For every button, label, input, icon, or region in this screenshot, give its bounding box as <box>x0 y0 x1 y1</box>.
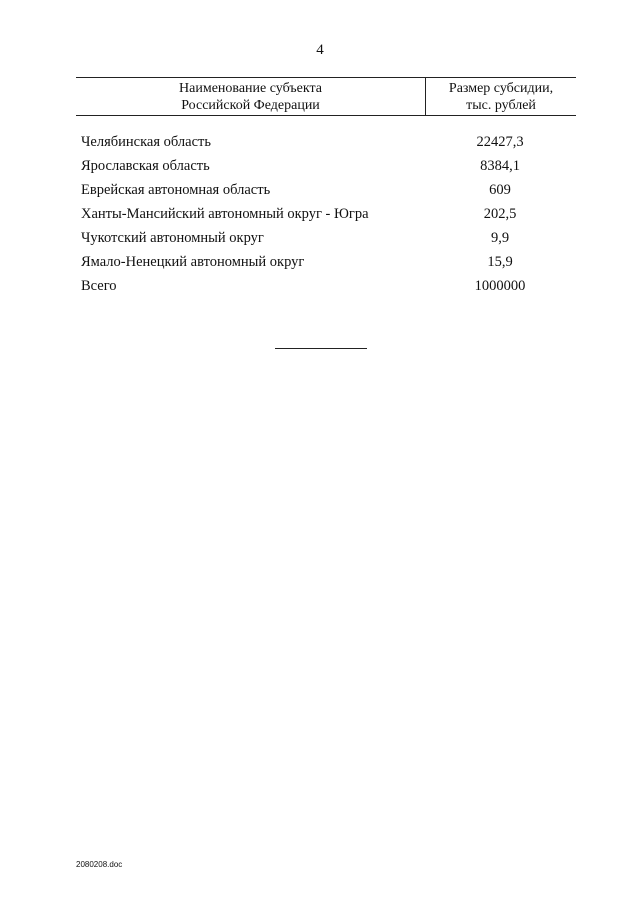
footer-filename: 2080208.doc <box>76 860 123 869</box>
table-row <box>76 202 576 226</box>
row-subsidy-value: 8384,1 <box>480 157 520 174</box>
header-name-line1: Наименование субъекта <box>179 81 322 96</box>
row-total-value: 1000000 <box>474 277 526 294</box>
table-row <box>76 250 576 274</box>
table-header <box>76 77 576 116</box>
row-subject-name: Чукотский автономный округ <box>81 229 264 246</box>
row-subject-name: Ямало-Ненецкий автономный округ <box>81 253 305 270</box>
row-total-label: Всего <box>81 277 117 294</box>
row-subject-name: Ярославская область <box>81 157 210 174</box>
table-row <box>76 130 576 154</box>
header-subject-name <box>76 78 425 115</box>
table-row <box>76 178 576 202</box>
row-subsidy-value: 22427,3 <box>476 133 524 150</box>
header-value-line1: Размер субсидии, <box>448 81 554 96</box>
page-number: 4 <box>316 42 324 58</box>
row-subsidy-value: 15,9 <box>487 253 513 270</box>
row-subject-name: Ханты-Мансийский автономный округ - Югра <box>81 205 369 222</box>
table-row <box>76 226 576 250</box>
row-subsidy-value: 202,5 <box>483 205 517 222</box>
row-subject-name: Еврейская автономная область <box>81 181 271 198</box>
row-subject-name: Челябинская область <box>81 133 211 150</box>
row-subsidy-value: 9,9 <box>490 229 510 246</box>
row-subsidy-value: 609 <box>489 181 511 198</box>
subsidy-table <box>76 77 576 298</box>
table-row-total <box>76 274 576 298</box>
header-value-line2: тыс. рублей <box>466 98 536 113</box>
header-name-line2: Российской Федерации <box>181 98 320 113</box>
end-of-document-rule <box>275 348 367 349</box>
table-body <box>76 130 576 298</box>
table-row <box>76 154 576 178</box>
header-subsidy-size <box>425 78 576 115</box>
